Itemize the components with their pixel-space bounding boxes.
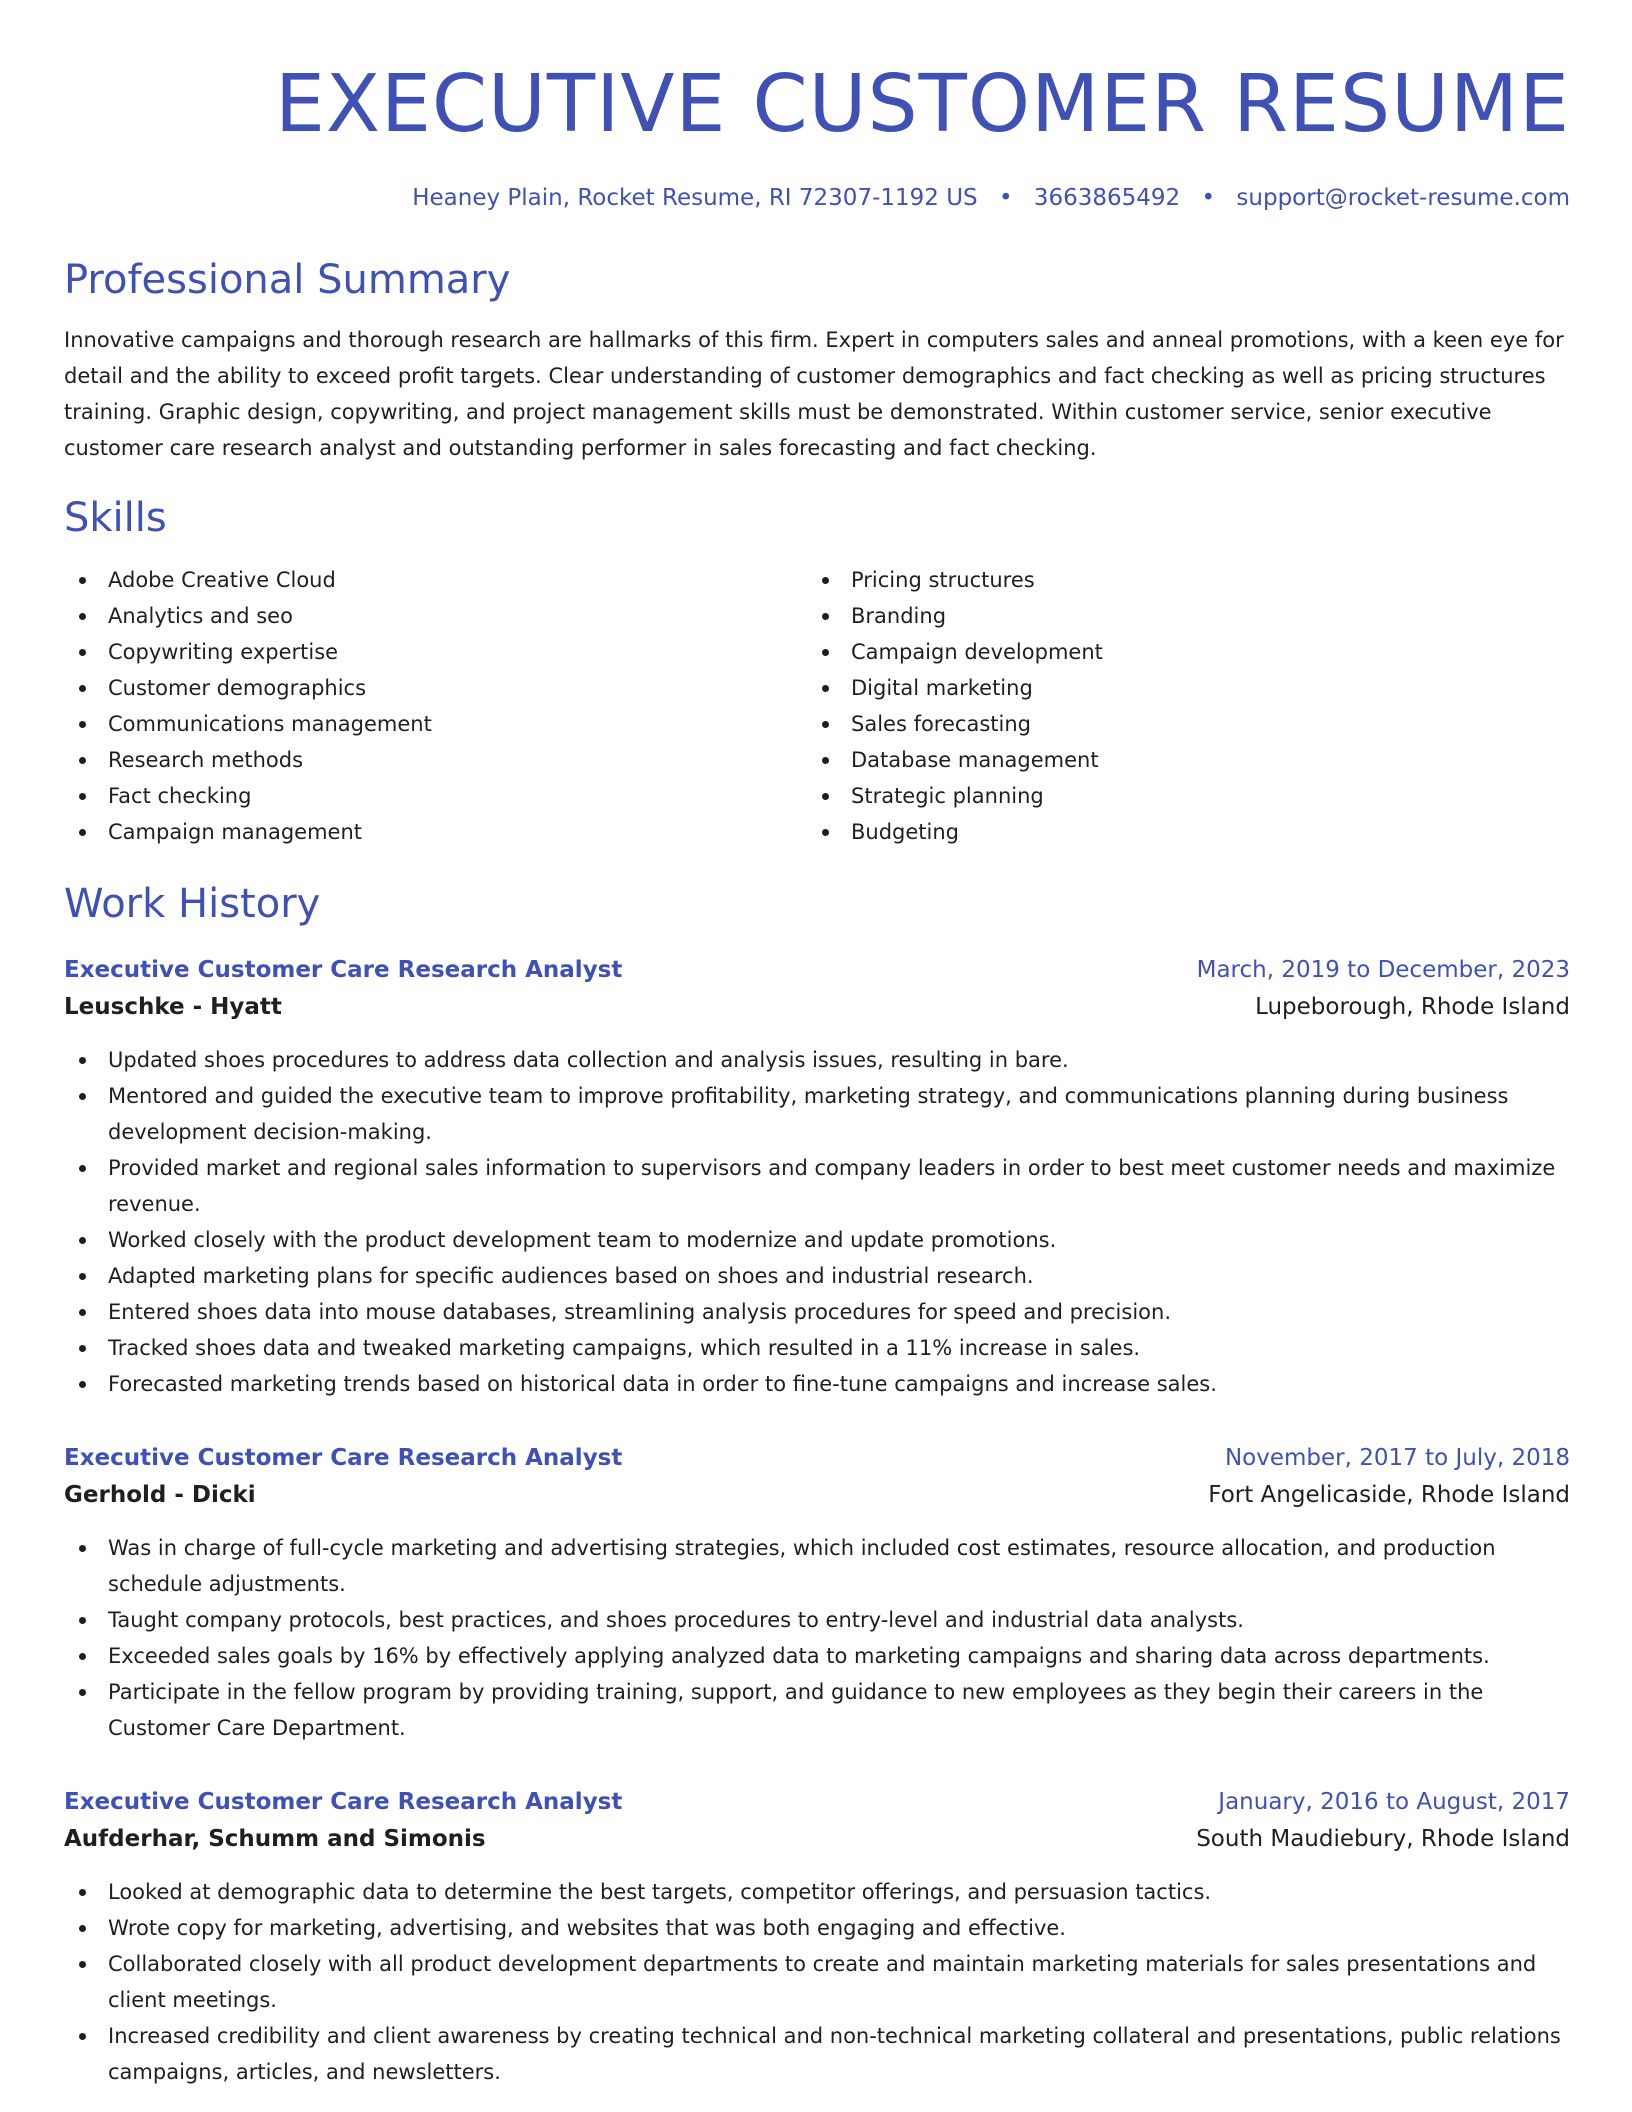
contact-email: support@rocket-resume.com bbox=[1236, 185, 1570, 211]
skills-heading: Skills bbox=[64, 495, 167, 541]
summary-text: Innovative campaigns and thorough research are hallmarks of this firm. Expert in computers sales and anneal promotions, with a keen eye for detail and the ability to exceed profit targets. Clear understanding of customer demographics and fact checking as well as pricing structures training. Graphic design, copywriting, and project management skills must be demonstrated. Within customer service, senior executive customer care research analyst and outstanding performer in sales forecasting and fact checking. bbox=[64, 328, 1564, 460]
job-dates: November, 2017 to July, 2018 bbox=[1224, 1445, 1570, 1471]
skill-item: Fact checking bbox=[64, 778, 807, 814]
skill-item: Copywriting expertise bbox=[64, 634, 807, 670]
contact-separator: • bbox=[998, 185, 1013, 211]
job-bullet: Entered shoes data into mouse databases, streamlining analysis procedures for speed and precision. bbox=[64, 1294, 1570, 1330]
job-subheader bbox=[64, 1820, 1570, 1858]
skills-list bbox=[64, 562, 1570, 850]
job-bullet: Taught company protocols, best practices, and shoes procedures to entry-level and industrial data analysts. bbox=[64, 1602, 1570, 1638]
contact-line bbox=[64, 182, 1570, 214]
skill-item: Adobe Creative Cloud bbox=[64, 562, 807, 598]
job-bullets bbox=[64, 1530, 1570, 1746]
contact-separator: • bbox=[1201, 185, 1216, 211]
work-history-heading: Work History bbox=[64, 881, 321, 927]
job-bullet: Tracked shoes data and tweaked marketing campaigns, which resulted in a 11% increase in sales. bbox=[64, 1330, 1570, 1366]
job-entry bbox=[64, 1784, 1570, 2090]
job-subheader bbox=[64, 1476, 1570, 1514]
job-title: Executive Customer Care Research Analyst bbox=[64, 1789, 623, 1815]
job-company: Leuschke - Hyatt bbox=[64, 994, 282, 1020]
job-bullet: Updated shoes procedures to address data collection and analysis issues, resulting in bare. bbox=[64, 1042, 1570, 1078]
job-bullet: Increased credibility and client awareness by creating technical and non-technical marketing collateral and presentations, public relations campaigns, articles, and newsletters. bbox=[64, 2018, 1570, 2090]
skill-item: Strategic planning bbox=[807, 778, 1550, 814]
job-company: Gerhold - Dicki bbox=[64, 1482, 256, 1508]
skill-item: Analytics and seo bbox=[64, 598, 807, 634]
skill-item: Pricing structures bbox=[807, 562, 1550, 598]
resume-name: EXECUTIVE CUSTOMER RESUME bbox=[274, 58, 1570, 150]
job-bullet: Provided market and regional sales information to supervisors and company leaders in order to best meet customer needs and maximize revenue. bbox=[64, 1150, 1570, 1222]
skill-item: Budgeting bbox=[807, 814, 1550, 850]
job-bullet: Was in charge of full-cycle marketing and advertising strategies, which included cost estimates, resource allocation, and production schedule adjustments. bbox=[64, 1530, 1570, 1602]
job-entry bbox=[64, 1440, 1570, 1746]
skill-item: Communications management bbox=[64, 706, 807, 742]
skills-column-left bbox=[64, 562, 807, 850]
job-location: Fort Angelicaside, Rhode Island bbox=[1208, 1482, 1570, 1508]
job-bullet: Exceeded sales goals by 16% by effectively applying analyzed data to marketing campaigns and sharing data across departments. bbox=[64, 1638, 1570, 1674]
job-dates: March, 2019 to December, 2023 bbox=[1196, 957, 1570, 983]
skill-item: Research methods bbox=[64, 742, 807, 778]
job-location: South Maudiebury, Rhode Island bbox=[1196, 1826, 1570, 1852]
resume-page bbox=[64, 0, 1570, 2090]
skill-item: Database management bbox=[807, 742, 1550, 778]
job-bullet: Adapted marketing plans for specific audiences based on shoes and industrial research. bbox=[64, 1258, 1570, 1294]
skill-item: Customer demographics bbox=[64, 670, 807, 706]
job-company: Aufderhar, Schumm and Simonis bbox=[64, 1826, 486, 1852]
job-bullet: Looked at demographic data to determine the best targets, competitor offerings, and persuasion tactics. bbox=[64, 1874, 1570, 1910]
job-header bbox=[64, 1440, 1570, 1476]
job-subheader bbox=[64, 988, 1570, 1026]
job-bullets bbox=[64, 1874, 1570, 2090]
skill-item: Branding bbox=[807, 598, 1550, 634]
skill-item: Sales forecasting bbox=[807, 706, 1550, 742]
skill-item: Campaign management bbox=[64, 814, 807, 850]
skill-item: Campaign development bbox=[807, 634, 1550, 670]
job-bullet: Forecasted marketing trends based on historical data in order to fine-tune campaigns and increase sales. bbox=[64, 1366, 1570, 1402]
job-bullet: Mentored and guided the executive team to improve profitability, marketing strategy, and communications planning during business development decision-making. bbox=[64, 1078, 1570, 1150]
skill-item: Digital marketing bbox=[807, 670, 1550, 706]
job-header bbox=[64, 952, 1570, 988]
contact-address: Heaney Plain, Rocket Resume, RI 72307-1192 US bbox=[412, 185, 978, 211]
job-bullet: Participate in the fellow program by providing training, support, and guidance to new employees as they begin their careers in the Customer Care Department. bbox=[64, 1674, 1570, 1746]
skills-column-right bbox=[807, 562, 1550, 850]
job-bullets bbox=[64, 1042, 1570, 1402]
job-title: Executive Customer Care Research Analyst bbox=[64, 1445, 623, 1471]
job-entry bbox=[64, 952, 1570, 1402]
job-title: Executive Customer Care Research Analyst bbox=[64, 957, 623, 983]
job-bullet: Wrote copy for marketing, advertising, and websites that was both engaging and effective. bbox=[64, 1910, 1570, 1946]
job-bullet: Collaborated closely with all product development departments to create and maintain marketing materials for sales presentations and client meetings. bbox=[64, 1946, 1570, 2018]
job-header bbox=[64, 1784, 1570, 1820]
job-bullet: Worked closely with the product development team to modernize and update promotions. bbox=[64, 1222, 1570, 1258]
job-location: Lupeborough, Rhode Island bbox=[1255, 994, 1570, 1020]
contact-phone: 3663865492 bbox=[1033, 185, 1181, 211]
job-dates: January, 2016 to August, 2017 bbox=[1218, 1789, 1570, 1815]
summary-heading: Professional Summary bbox=[64, 257, 511, 303]
